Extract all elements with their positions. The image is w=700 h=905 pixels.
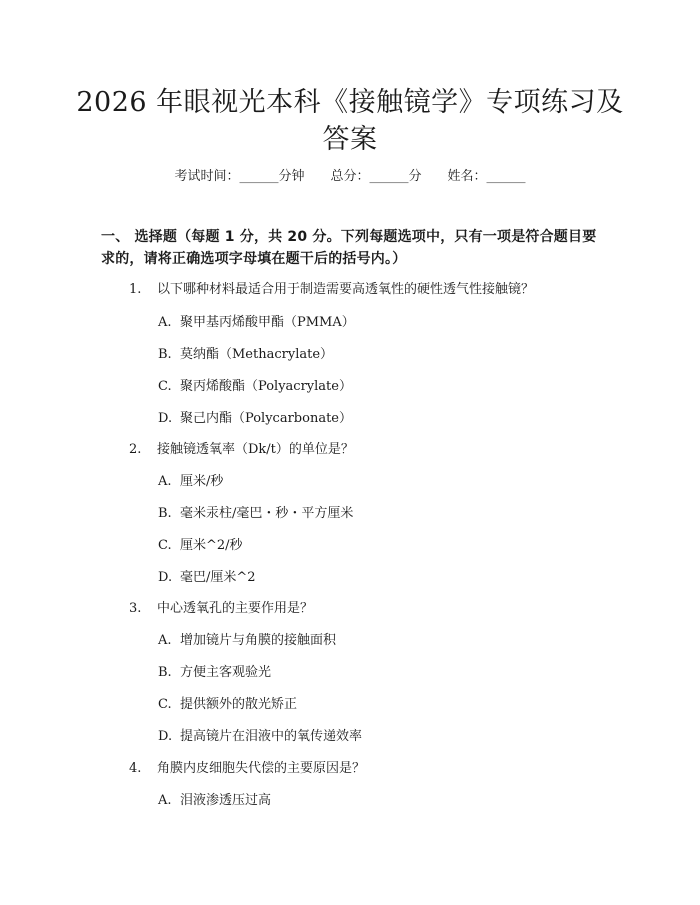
- option-text: 厘米^2/秒: [180, 538, 243, 553]
- question-3: [129, 600, 313, 618]
- question-3-option-a: [158, 632, 336, 650]
- question-number: 4.: [129, 761, 142, 776]
- question-2-option-a: [158, 473, 223, 491]
- option-text: 厘米/秒: [180, 474, 224, 489]
- question-text: 接触镜透氧率（Dk/t）的单位是？: [157, 442, 354, 457]
- exam-meta: [0, 168, 700, 186]
- option-letter: B.: [158, 506, 172, 521]
- option-text: 方便主客观验光: [180, 665, 272, 680]
- option-text: 毫巴/厘米^2: [180, 570, 256, 585]
- question-2-option-b: [158, 505, 353, 523]
- option-letter: B.: [158, 347, 172, 362]
- title-line-2: 答案: [322, 124, 378, 155]
- option-text: 莫纳酯（Methacrylate）: [180, 347, 334, 362]
- exam-time-field: 考试时间：______分钟: [174, 169, 305, 184]
- option-letter: A.: [158, 474, 172, 489]
- question-3-option-d: [158, 728, 362, 746]
- option-text: 毫米汞柱/毫巴・秒・平方厘米: [180, 506, 354, 521]
- question-1-option-c: [158, 378, 352, 396]
- question-3-option-b: [158, 664, 271, 682]
- option-text: 聚己内酯（Polycarbonate）: [180, 411, 352, 426]
- option-text: 提供额外的散光矫正: [180, 697, 298, 712]
- question-number: 2.: [129, 442, 142, 457]
- question-text: 中心透氧孔的主要作用是？: [157, 601, 314, 616]
- name-field: 姓名：______: [447, 169, 526, 184]
- option-text: 聚甲基丙烯酸甲酯（PMMA）: [180, 315, 355, 330]
- question-1-option-b: [158, 346, 333, 364]
- option-letter: A.: [158, 633, 172, 648]
- question-1-option-d: [158, 410, 352, 428]
- option-letter: D.: [158, 411, 173, 426]
- question-number: 1.: [129, 282, 142, 297]
- option-letter: C.: [158, 538, 172, 553]
- option-text: 聚丙烯酸酯（Polyacrylate）: [180, 379, 352, 394]
- question-3-option-c: [158, 696, 297, 714]
- question-text: 以下哪种材料最适合用于制造需要高透氧性的硬性透气性接触镜？: [157, 282, 535, 297]
- question-4: [129, 760, 365, 778]
- question-1-option-a: [158, 314, 355, 332]
- option-text: 泪液渗透压过高: [180, 793, 272, 808]
- question-2-option-c: [158, 537, 243, 555]
- question-2: [129, 441, 354, 459]
- option-text: 提高镜片在泪液中的氧传递效率: [180, 729, 363, 744]
- option-text: 增加镜片与角膜的接触面积: [180, 633, 337, 648]
- document-title: [60, 84, 640, 158]
- total-score-field: 总分：______分: [330, 169, 422, 184]
- option-letter: A.: [158, 315, 172, 330]
- question-4-option-a: [158, 792, 271, 810]
- option-letter: C.: [158, 697, 172, 712]
- option-letter: D.: [158, 729, 173, 744]
- question-2-option-d: [158, 569, 256, 587]
- option-letter: D.: [158, 570, 173, 585]
- question-text: 角膜内皮细胞失代偿的主要原因是？: [157, 761, 366, 776]
- section-heading: 一、 选择题（每题 1 分，共 20 分。下列每题选项中，只有一项是符合题目要求的，请将正确选项字母填在题干后的括号内。）: [101, 229, 597, 267]
- title-line-1: 2026 年眼视光本科《接触镜学》专项练习及: [76, 87, 624, 118]
- question-1: [129, 281, 534, 299]
- question-number: 3.: [129, 601, 142, 616]
- option-letter: B.: [158, 665, 172, 680]
- option-letter: C.: [158, 379, 172, 394]
- option-letter: A.: [158, 793, 172, 808]
